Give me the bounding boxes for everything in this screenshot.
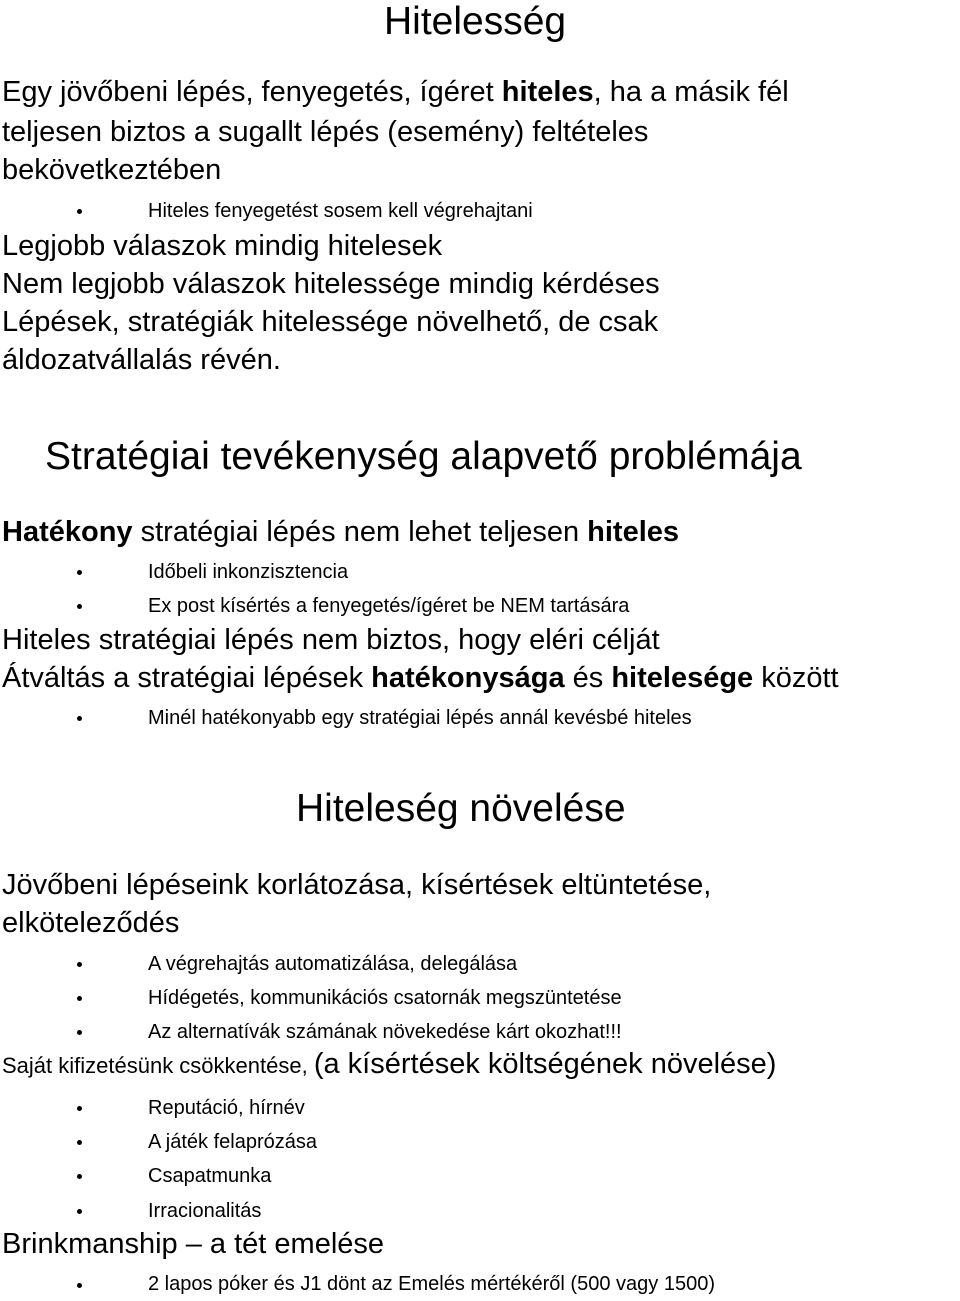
- text-span: között: [753, 662, 839, 694]
- bullet-item: Hiteles fenyegetést sosem kell végrehajtani: [148, 200, 533, 222]
- bullet-dot: [77, 209, 82, 214]
- text-span: Egy jövőbeni lépés, fenyegetés, ígéret: [2, 76, 502, 108]
- text-line: Brinkmanship – a tét emelése: [2, 1228, 385, 1260]
- text-span: stratégiai lépés nem lehet teljesen: [132, 516, 588, 548]
- bullet-item: Az alternatívák számának növekedése kárt okozhat!!!: [148, 1021, 622, 1043]
- section1-title: Hitelesség: [384, 0, 567, 43]
- bullet-dot: [77, 1140, 82, 1145]
- bullet-item: Irracionalitás: [148, 1200, 262, 1222]
- bullet-item: Hídégetés, kommunikációs csatornák megszüntetése: [148, 987, 622, 1009]
- section3-title: Hiteleség növelése: [296, 787, 626, 830]
- bullet-dot: [77, 716, 82, 721]
- text-span: Átváltás a stratégiai lépések: [2, 662, 372, 694]
- bullet-dot: [77, 996, 82, 1001]
- text-line: Nem legjobb válaszok hitelessége mindig kérdéses: [2, 268, 660, 300]
- text-line: [2, 662, 839, 695]
- bold-term: hatékonysága: [371, 662, 565, 694]
- bullet-item: A játék felaprózása: [148, 1131, 317, 1153]
- bullet-dot: [77, 604, 82, 609]
- bullet-dot: [77, 1106, 82, 1111]
- bullet-dot: [77, 962, 82, 967]
- section1-paragraph-line2: teljesen biztos a sugallt lépés (esemény) feltételes: [2, 116, 649, 148]
- bullet-dot: [77, 570, 82, 575]
- bold-term: hiteles: [501, 76, 594, 108]
- bullet-item: A végrehajtás automatizálása, delegálása: [148, 953, 518, 975]
- section1-paragraph-line1: [2, 76, 789, 109]
- text-span: (a kísértések költségének növelése): [313, 1048, 777, 1080]
- text-span: , ha a másik fél: [593, 76, 789, 108]
- bold-term: Hatékony: [2, 516, 133, 548]
- section2-title: Stratégiai tevékenység alapvető problémája: [45, 435, 802, 478]
- bold-term: hitelesége: [611, 662, 754, 694]
- bullet-dot: [77, 1174, 82, 1179]
- text-line: Hiteles stratégiai lépés nem biztos, hogy eléri célját: [2, 624, 660, 656]
- text-span: Saját kifizetésünk csökkentése,: [2, 1053, 314, 1078]
- bullet-item: Csapatmunka: [148, 1165, 272, 1187]
- bullet-item: Időbeli inkonzisztencia: [148, 561, 349, 583]
- text-line: Lépések, stratégiák hitelessége növelhető, de csak: [2, 306, 659, 338]
- bullet-dot: [77, 1283, 82, 1288]
- text-line: Legjobb válaszok mindig hitelesek: [2, 230, 443, 262]
- bullet-item: Minél hatékonyabb egy stratégiai lépés annál kevésbé hiteles: [148, 707, 692, 729]
- text-line: áldozatvállalás révén.: [2, 344, 281, 376]
- text-span: és: [564, 662, 612, 694]
- text-line: Jövőbeni lépéseink korlátozása, kísértések eltüntetése,: [2, 869, 712, 901]
- text-line: [2, 516, 679, 549]
- bullet-item: Reputáció, hírnév: [148, 1097, 305, 1119]
- bullet-dot: [77, 1209, 82, 1214]
- text-line: [2, 1048, 776, 1081]
- text-line: elköteleződés: [2, 907, 180, 939]
- bullet-item: Ex post kísértés a fenyegetés/ígéret be NEM tartására: [148, 595, 630, 617]
- bullet-item: 2 lapos póker és J1 dönt az Emelés mértékéről (500 vagy 1500): [148, 1273, 715, 1295]
- bold-term: hiteles: [587, 516, 680, 548]
- bullet-dot: [77, 1030, 82, 1035]
- section1-paragraph-line3: bekövetkeztében: [2, 154, 222, 186]
